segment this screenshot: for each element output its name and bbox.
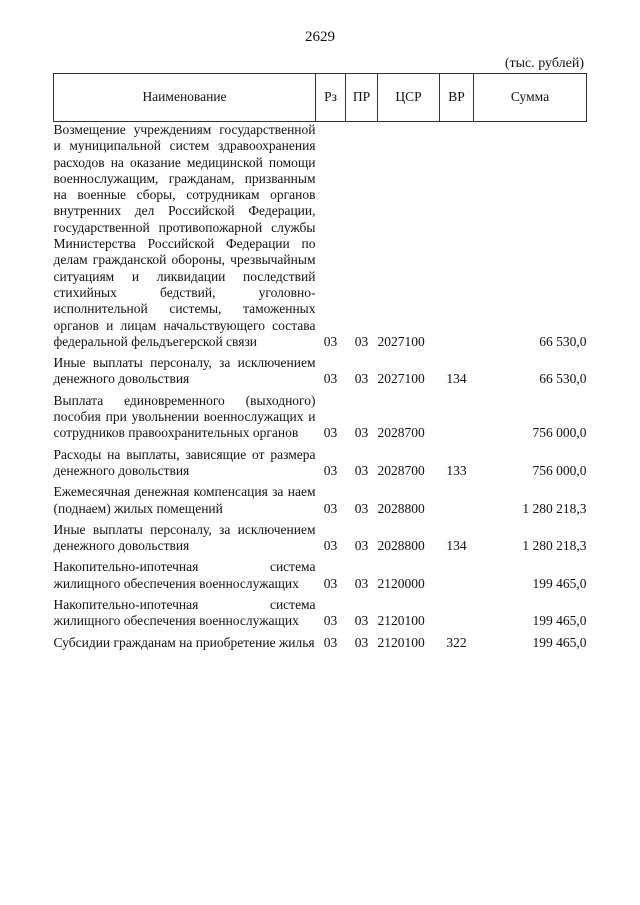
table-header-row <box>54 74 587 122</box>
row-rz: 03 <box>323 425 338 441</box>
page-number: 2629 <box>305 29 335 45</box>
row-pr: 03 <box>354 575 369 591</box>
row-rz: 03 <box>323 575 338 591</box>
row-sum: 1 280 218,3 <box>522 538 587 554</box>
row-vr <box>440 122 474 351</box>
row-rz: 03 <box>323 613 338 629</box>
header-rz: Рз <box>316 74 346 122</box>
row-sum: 199 465,0 <box>532 634 587 650</box>
row-rz: 03 <box>323 500 338 516</box>
table-row <box>54 447 587 480</box>
header-vr: ВР <box>440 74 474 122</box>
row-name: Возмещение учреждениям государственной и муниципальной систем здравоохранения расходов на оказание медицинской помощи военнослужащим, гражданам, призванным на военные сборы, сотрудникам органов внутренних дел Российской Федерации, государственной противопожарной службы Министерства Российской Федерации по делам гражданской обороны, чрезвычайным ситуациям и ликвидации последствий стихийных бедствий, уголовно-исполнительной системы, таможенных органов и лицам начальствующего состава федеральной фельдъегерской связи <box>53 122 316 349</box>
row-sum: 66 530,0 <box>539 333 587 349</box>
row-csr: 2120000 <box>377 575 425 591</box>
row-pr: 03 <box>354 613 369 629</box>
row-name: Иные выплаты персоналу, за исключением денежного довольствия <box>53 521 316 554</box>
row-csr: 2028800 <box>377 538 425 554</box>
row-name: Накопительно-ипотечная система жилищного обеспечения военнослужащих <box>53 559 316 591</box>
row-vr <box>440 393 474 442</box>
budget-table <box>53 73 587 651</box>
row-pr: 03 <box>354 538 369 554</box>
row-csr: 2027100 <box>377 333 425 349</box>
row-vr: 134 <box>446 371 467 387</box>
row-pr: 03 <box>354 500 369 516</box>
row-pr: 03 <box>354 371 369 387</box>
row-name: Субсидии гражданам на приобретение жилья <box>53 634 315 650</box>
row-vr: 322 <box>446 634 467 650</box>
row-name: Расходы на выплаты, зависящие от размера денежного довольствия <box>53 446 316 478</box>
row-vr <box>440 597 474 630</box>
row-sum: 1 280 218,3 <box>522 500 587 516</box>
header-csr: ЦСР <box>378 74 440 122</box>
row-csr: 2120100 <box>377 634 425 650</box>
row-pr: 03 <box>354 425 369 441</box>
row-pr: 03 <box>354 333 369 349</box>
row-csr: 2028700 <box>377 462 425 478</box>
table-row <box>54 122 587 351</box>
row-rz: 03 <box>323 538 338 554</box>
units-label: (тыс. рублей) <box>504 56 584 71</box>
row-name: Накопительно-ипотечная система жилищного обеспечения военнослужащих <box>53 597 316 629</box>
row-vr: 134 <box>446 538 467 554</box>
row-sum: 199 465,0 <box>532 613 587 629</box>
row-name: Выплата единовременного (выходного) пособия при увольнении военнослужащих и сотрудников правоохранительных органов <box>53 392 316 441</box>
table-row <box>54 484 587 517</box>
row-pr: 03 <box>354 462 369 478</box>
header-sum: Сумма <box>474 74 587 122</box>
row-csr: 2027100 <box>377 371 425 387</box>
header-name: Наименование <box>54 74 316 122</box>
table-row <box>54 597 587 630</box>
row-csr: 2028800 <box>377 500 425 516</box>
row-vr <box>440 484 474 517</box>
row-name: Иные выплаты персоналу, за исключением денежного довольствия <box>53 355 316 387</box>
header-pr: ПР <box>346 74 378 122</box>
row-sum: 66 530,0 <box>539 371 587 387</box>
table-row <box>54 355 587 388</box>
row-sum: 756 000,0 <box>532 425 587 441</box>
row-csr: 2028700 <box>377 425 425 441</box>
row-rz: 03 <box>323 371 338 387</box>
row-vr <box>440 559 474 592</box>
row-rz: 03 <box>323 333 338 349</box>
table-row <box>54 393 587 442</box>
row-sum: 756 000,0 <box>532 462 587 478</box>
row-name: Ежемесячная денежная компенсация за наем (поднаем) жилых помещений <box>53 484 316 516</box>
table-row <box>54 559 587 592</box>
row-rz: 03 <box>323 634 338 650</box>
table-row <box>54 635 587 651</box>
row-csr: 2120100 <box>377 613 425 629</box>
row-pr: 03 <box>354 634 369 650</box>
row-vr: 133 <box>446 462 467 478</box>
table-row <box>54 522 587 555</box>
row-sum: 199 465,0 <box>532 575 587 591</box>
table-body <box>54 122 587 651</box>
row-rz: 03 <box>323 462 338 478</box>
